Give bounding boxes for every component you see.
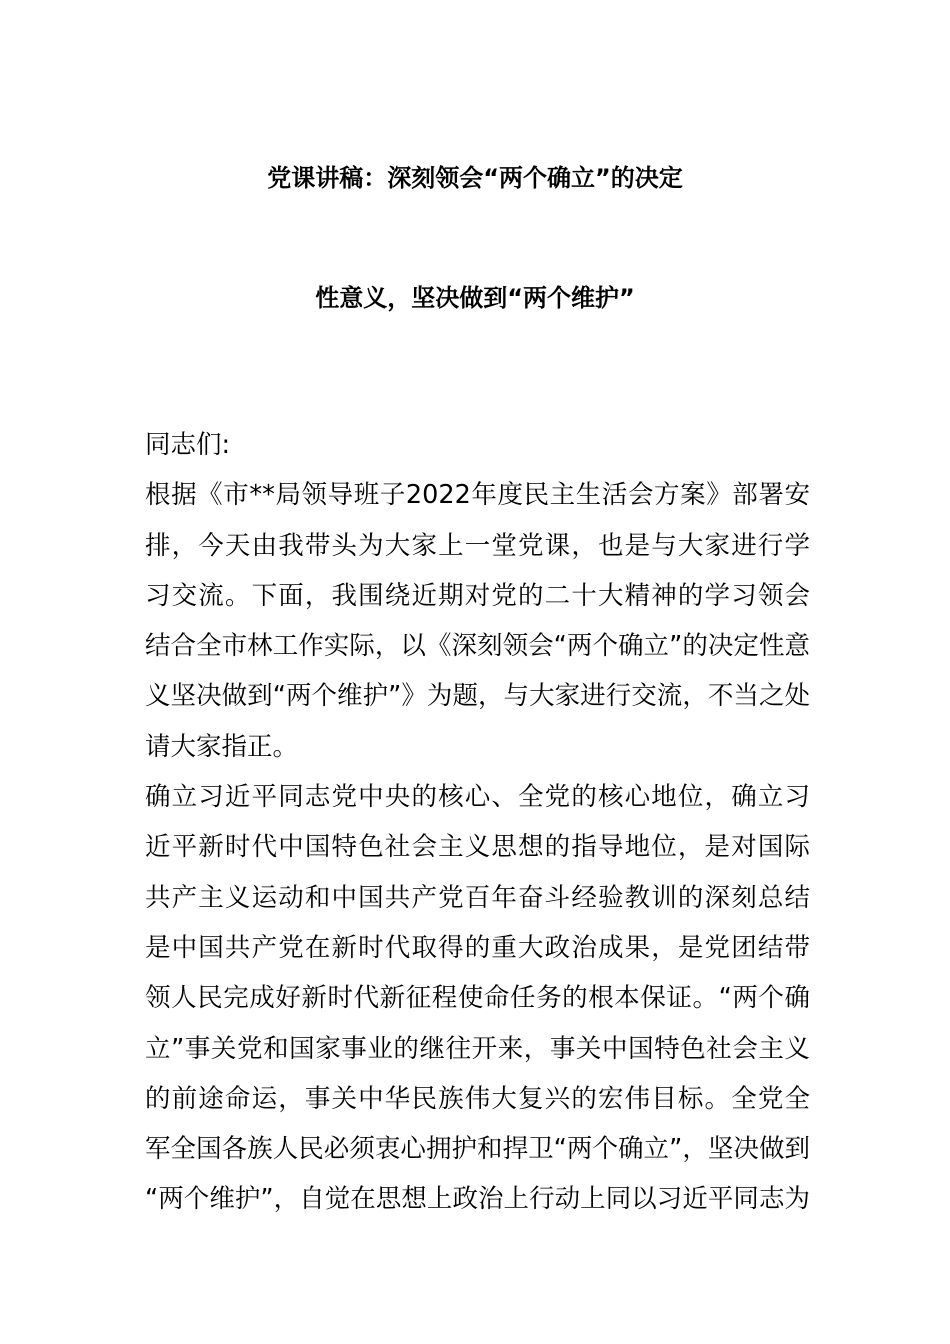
body-text-line: 近平新时代中国特色社会主义思想的指导地位，是对国际 — [145, 832, 810, 863]
body-text-line: 同志们: — [145, 430, 231, 460]
body-text-line: 排，今天由我带头为大家上一堂党课，也是与大家进行学 — [145, 530, 810, 561]
body-text-line: 军全国各族人民必须衷心拥护和捍卫“两个确立”，坚决做到 — [145, 1134, 810, 1165]
body-text-line: 是中国共产党在新时代取得的重大政治成果，是党团结带 — [145, 932, 810, 963]
body-text-line: 结合全市林工作实际，以《深刻领会“两个确立”的决定性意 — [145, 631, 810, 662]
body-text-line: 立”事关党和国家事业的继往开来，事关中国特色社会主义 — [145, 1033, 810, 1064]
document-title-line-2: 性意义，坚决做到“两个维护” — [315, 284, 635, 312]
document-title-line-1: 党课讲稿：深刻领会“两个确立”的决定 — [267, 164, 683, 192]
body-text-line: 共产主义运动和中国共产党百年奋斗经验教训的深刻总结 — [145, 882, 810, 913]
body-text-line: 义坚决做到“两个维护”》为题，与大家进行交流，不当之处 — [145, 681, 810, 712]
body-text-line: 根据《市**局领导班子2022年度民主生活会方案》部署安 — [145, 480, 810, 511]
body-text-line: 习交流。下面，我围绕近期对党的二十大精神的学习领会 — [145, 580, 810, 611]
body-text-line: 请大家指正。 — [145, 731, 299, 762]
document-body — [145, 420, 810, 1225]
body-text-line: 领人民完成好新时代新征程使命任务的根本保证。“两个确 — [145, 983, 810, 1014]
body-text-line: 的前途命运，事关中华民族伟大复兴的宏伟目标。全党全 — [145, 1083, 810, 1114]
body-text-line: 确立习近平同志党中央的核心、全党的核心地位，确立习 — [145, 782, 810, 813]
body-text-line: “两个维护”，自觉在思想上政治上行动上同以习近平同志为 — [145, 1184, 810, 1215]
